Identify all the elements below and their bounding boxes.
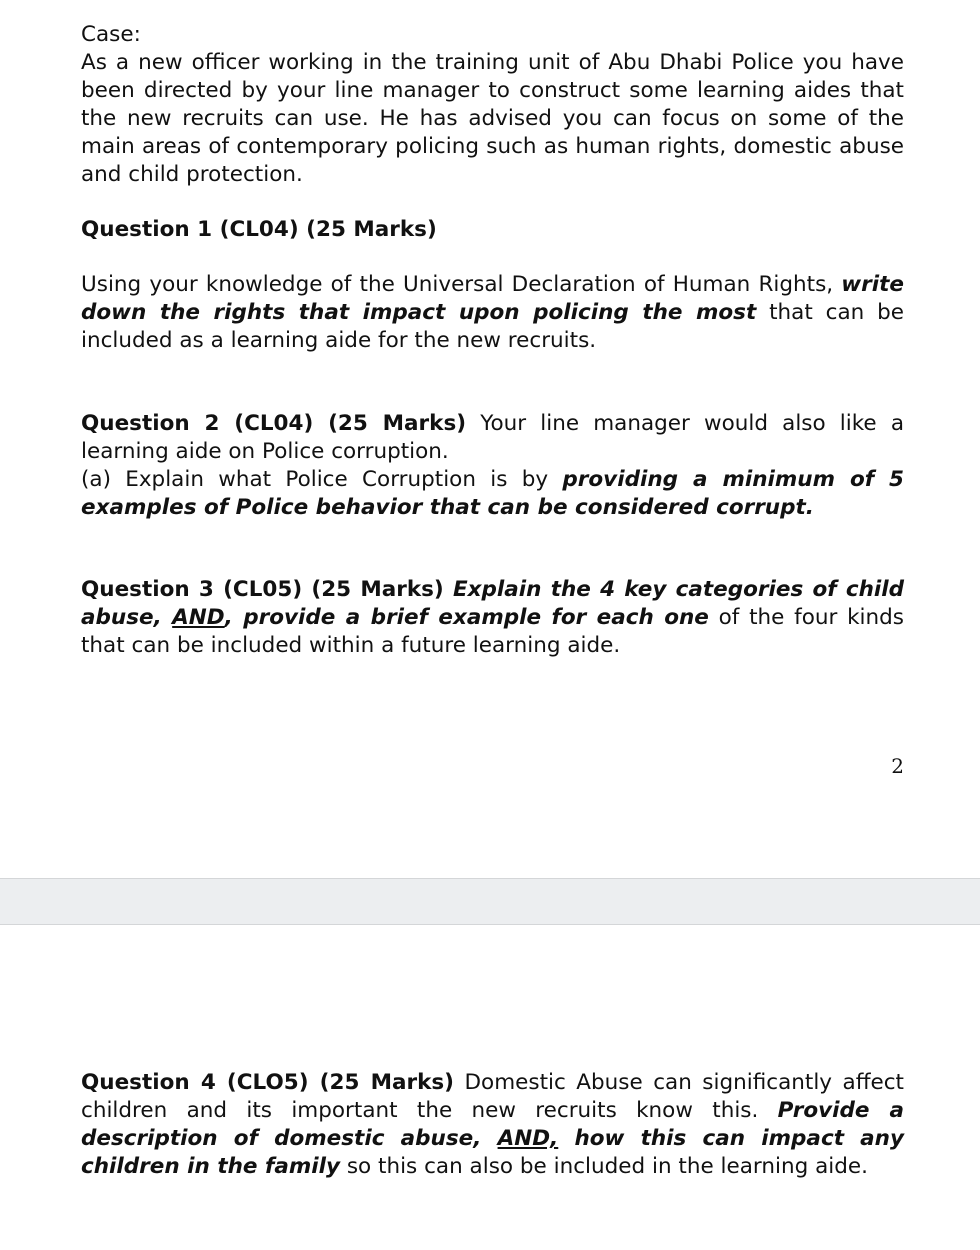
question-2-section [81,410,904,522]
page-separator [0,878,980,925]
question-2-part-a-text: (a) Explain what Police Corruption is by [81,467,563,492]
question-3-text-tail: of the four kinds that can be included within a future learning aide. [81,605,904,658]
case-section [81,21,904,189]
question-2-emphasis: providing a minimum of 5 examples of Police behavior that can be considered corrupt. [81,467,904,520]
question-4-text-a: Domestic Abuse can significantly affect children and its important the new recruits know this. [81,1070,904,1123]
question-1-emphasis: write down the rights that impact upon policing the most [81,272,904,325]
case-heading: Case: [81,22,141,47]
question-1-heading-block [81,216,904,244]
question-1-text [81,271,904,355]
question-4-emphasis-a: Provide a description of domestic abuse, [81,1098,904,1151]
question-1-heading: Question 1 (CL04) (25 Marks) [81,217,437,242]
question-4-section [81,1069,904,1181]
question-4-heading: Question 4 (CLO5) (25 Marks) [81,1070,454,1095]
question-2-heading: Question 2 (CL04) (25 Marks) [81,411,467,436]
question-4-text [81,1069,904,1181]
question-3-emphasis-and: AND [172,605,225,630]
question-3-emphasis-b: , provide a brief example for each one [224,605,709,630]
question-3-heading: Question 3 (CL05) (25 Marks) [81,577,444,602]
question-2-part-a [81,466,904,522]
question-2-intro: Your line manager would also like a learning aide on Police corruption. [81,411,904,464]
question-4-emphasis-and: AND, [497,1126,559,1151]
question-3-section [81,576,904,660]
question-3-emphasis-a: Explain the 4 key categories of child abuse, [81,577,905,630]
question-1-body [81,271,904,355]
page-number: 2 [891,754,904,778]
case-body: As a new officer working in the training unit of Abu Dhabi Police you have been directed by your line manager to construct some learning aides that the new recruits can use. He has advised you can focus on some of the main areas of contemporary policing such as human rights, domestic abuse and child protection. [81,50,904,187]
question-2-intro-line [81,410,904,466]
question-4-text-b: so this can also be included in the learning aide. [340,1154,868,1179]
document-page-2 [0,925,980,1250]
question-3-text [81,576,904,660]
question-1-text-b: that can be included as a learning aide for the new recruits. [81,300,904,353]
question-4-emphasis-b: how this can impact any children in the family [81,1126,904,1179]
question-1-text-a: Using your knowledge of the Universal Declaration of Human Rights, [81,272,842,297]
